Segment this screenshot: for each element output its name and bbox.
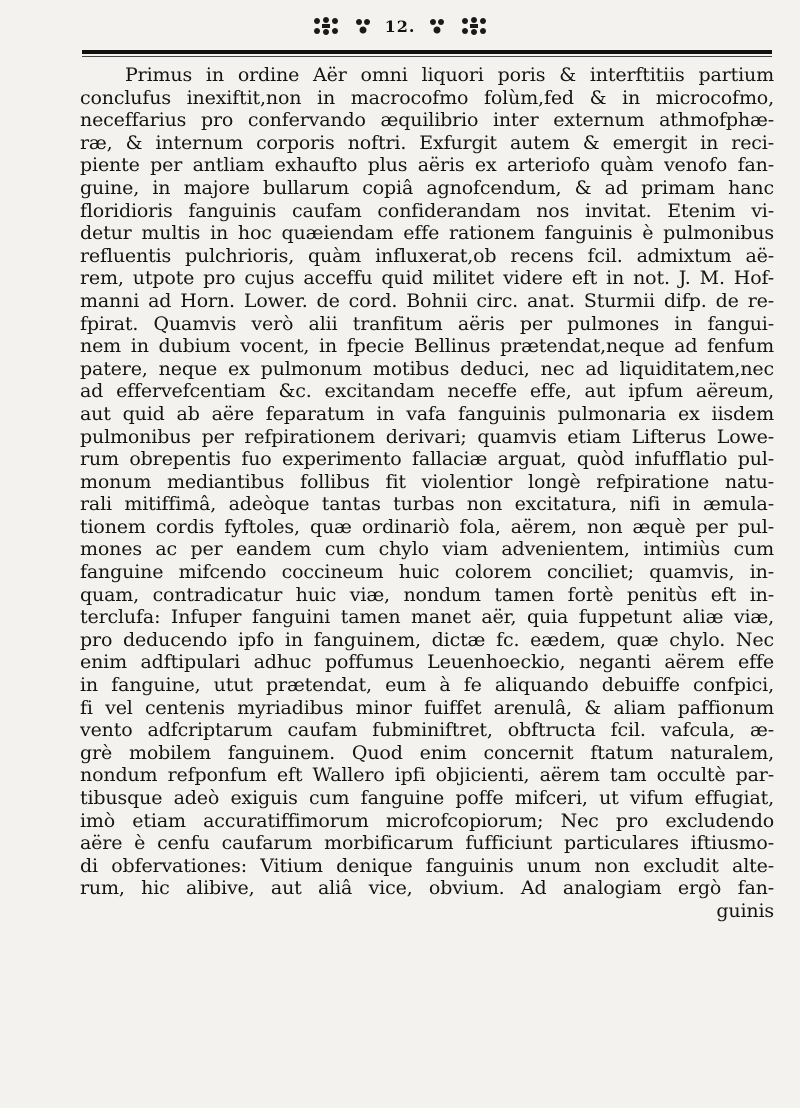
printer-ornament-icon	[355, 17, 371, 35]
text-line: pulmonibus per refpirationem derivari; quamvis etiam Lifterus Lowe-	[80, 425, 774, 448]
text-line: di obfervationes: Vitium denique fanguinis unum non excludit alte-	[80, 854, 774, 877]
text-line: ad effervefcentiam &c. excitandam neceffe effe, aut ipfum aëreum,	[80, 380, 774, 403]
text-line: fpirat. Quamvis verò alii tranfitum aëris per pulmones in fangui-	[80, 312, 774, 335]
text-line: vento adfcriptarum caufam fubminiftret, obftructa fcil. vafcula, æ-	[80, 719, 774, 742]
body-text	[80, 64, 774, 923]
text-line: rem, utpote pro cujus acceffu quid militet videre eft in not. J. M. Hof-	[80, 267, 774, 290]
text-line: piente per antliam exhaufto plus aëris ex arteriofo quàm venofo fan-	[80, 154, 774, 177]
text-line: detur multis in hoc quæiendam effe rationem fanguinis è pulmonibus	[80, 222, 774, 245]
text-line: rum obrepentis fuo experimento fallaciæ arguat, quòd infufflatio pul-	[80, 448, 774, 471]
text-line: conclufus inexiftit,non in macrocofmo folùm,fed & in microcofmo,	[80, 86, 774, 109]
running-head	[0, 8, 800, 44]
text-line: neceffarius pro confervando æquilibrio inter externum athmofphæ-	[80, 109, 774, 132]
text-line: grè mobilem fanguinem. Quod enim concernit ftatum naturalem,	[80, 741, 774, 764]
text-line: tionem cordis fyftoles, quæ ordinariò fola, aërem, non æquè per pul-	[80, 515, 774, 538]
text-line: tibusque adeò exiguis cum fanguine poffe mifceri, ut vifum effugiat,	[80, 787, 774, 809]
text-line: terclufa: Infuper fanguini tamen manet aër, quia fuppetunt aliæ viæ,	[80, 606, 774, 629]
header-rule-thin	[82, 56, 772, 57]
text-line: floridioris fanguinis caufam confiderandam nos invitat. Etenim vi-	[80, 199, 774, 222]
text-line: ræ, & internum corporis noftri. Exfurgit autem & emergit in reci-	[80, 131, 774, 154]
printer-ornament-icon	[311, 15, 341, 37]
text-line: fi vel centenis myriadibus minor fuiffet arenulâ, & aliam paffionum	[80, 696, 774, 719]
text-line: rali mitiffimâ, adeòque tantas turbas non excitatura, nifi in æmula-	[80, 493, 774, 516]
text-line: Primus in ordine Aër omni liquori poris & interftitiis partium	[125, 64, 774, 86]
text-line: nondum refponfum eft Wallero ipfi objicienti, aërem tam occultè par-	[80, 764, 774, 787]
text-line: in fanguine, utut prætendat, eum à fe aliquando debuiffe confpici,	[80, 674, 774, 697]
text-line: quam, contradicatur huic viæ, nondum tamen fortè penitùs eft in-	[80, 583, 774, 606]
text-line: mones ac per eandem cum chylo viam advenientem, intimiùs cum	[80, 538, 774, 561]
text-line: aut quid ab aëre feparatum in vafa fanguinis pulmonaria ex iisdem	[80, 402, 774, 425]
header-rule	[82, 50, 772, 54]
text-line: enim adftipulari adhuc poffumus Leuenhoeckio, neganti aërem effe	[80, 651, 774, 674]
text-line: guinis	[716, 899, 774, 922]
text-line: rum, hic alibive, aut aliâ vice, obvium. Ad analogiam ergò fan-	[80, 877, 774, 900]
text-line: imò etiam accuratiffimorum microfcopiorum; Nec pro excludendo	[80, 809, 774, 832]
text-line: nem in dubium vocent, in fpecie Bellinus prætendat,neque ad fenfum	[80, 335, 774, 358]
printer-ornament-icon	[459, 15, 489, 37]
text-line: pro deducendo ipfo in fanguinem, dictæ fc. eædem, quæ chylo. Nec	[80, 628, 774, 651]
text-line: guine, in majore bullarum copiâ agnofcendum, & ad primam hanc	[80, 176, 774, 199]
printer-ornament-icon	[429, 17, 445, 35]
text-line: refluentis pulchrioris, quàm influxerat,ob recens fcil. admixtum aë-	[80, 244, 774, 267]
text-line: patere, neque ex pulmonum motibus deduci, nec ad liquiditatem,nec	[80, 357, 774, 380]
text-line: monum mediantibus follibus fit violentior longè refpiratione natu-	[80, 470, 774, 493]
page-number: 12.	[384, 16, 416, 36]
text-line: fanguine mifcendo coccineum huic colorem conciliet; quamvis, in-	[80, 561, 774, 584]
text-line: aëre è cenfu caufarum morbificarum fufficiunt particulares iftiusmo-	[80, 832, 774, 855]
text-line: manni ad Horn. Lower. de cord. Bohnii circ. anat. Sturmii difp. de re-	[80, 289, 774, 312]
